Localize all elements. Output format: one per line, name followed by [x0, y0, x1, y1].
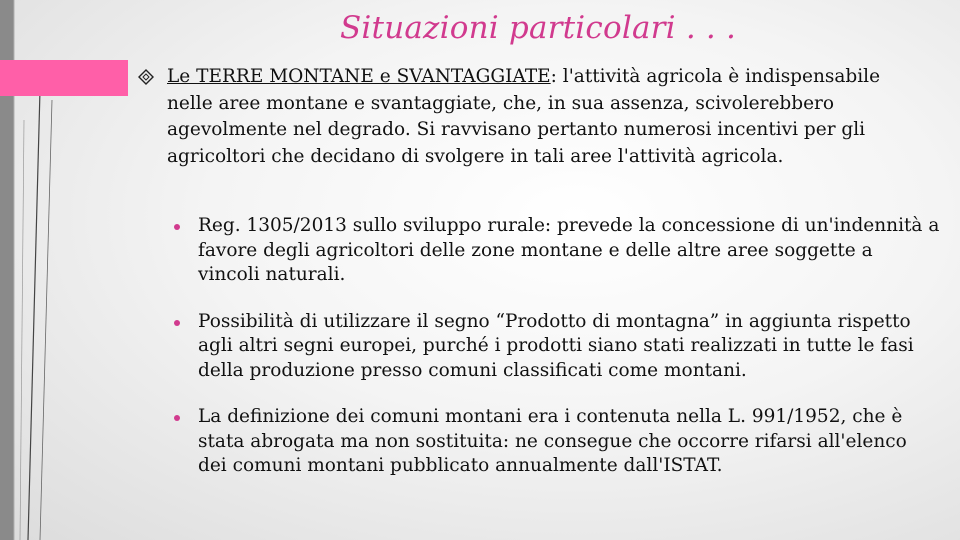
sub-bullet-text: Possibilità di utilizzare il segno “Prodotto di montagna” in aggiunta rispetto agli altri segni europei, purché i prodotti siano stati realizzati in tutte le fasi della produzione presso comuni classificati come montani. — [198, 310, 914, 381]
sub-bullet-list — [170, 214, 940, 501]
sub-bullet-text: Reg. 1305/2013 sullo sviluppo rurale: prevede la concessione di un'indennità a favore degli agricoltori delle zone montane e delle altre aree soggette a vincoli naturali. — [198, 215, 940, 285]
bullet-dot-icon — [174, 320, 180, 326]
main-bullet-body: : l'attività agricola è indispensabile nelle aree montane e svantaggiate, che, in sua assenza, scivolerebbero agevolmente nel degrado. Si ravvisano pertanto numerosi incentivi per gli agricoltori che decidano di svolgere in tali aree l'attività agricola. — [167, 66, 881, 167]
main-bullet-lead: Le TERRE MONTANE e SVANTAGGIATE — [167, 66, 551, 87]
sub-bullet-item — [170, 214, 940, 288]
main-bullet-text — [167, 64, 928, 170]
bullet-dot-icon — [174, 224, 180, 230]
bullet-dot-icon — [174, 415, 180, 421]
title-accent-bar — [0, 60, 128, 96]
diamond-outline-icon — [138, 69, 154, 85]
sub-bullet-item — [170, 310, 940, 384]
sub-bullet-item — [170, 405, 940, 479]
slide-title: Situazioni particolari . . . — [340, 10, 737, 46]
sub-bullet-text: La definizione dei comuni montani era i contenuta nella L. 991/1952, che è stata abrogata ma non sostituita: ne consegue che occorre rifarsi all'elenco dei comuni montani pubblicato annualmente dall'ISTAT. — [198, 406, 907, 476]
main-bullet — [138, 64, 928, 170]
